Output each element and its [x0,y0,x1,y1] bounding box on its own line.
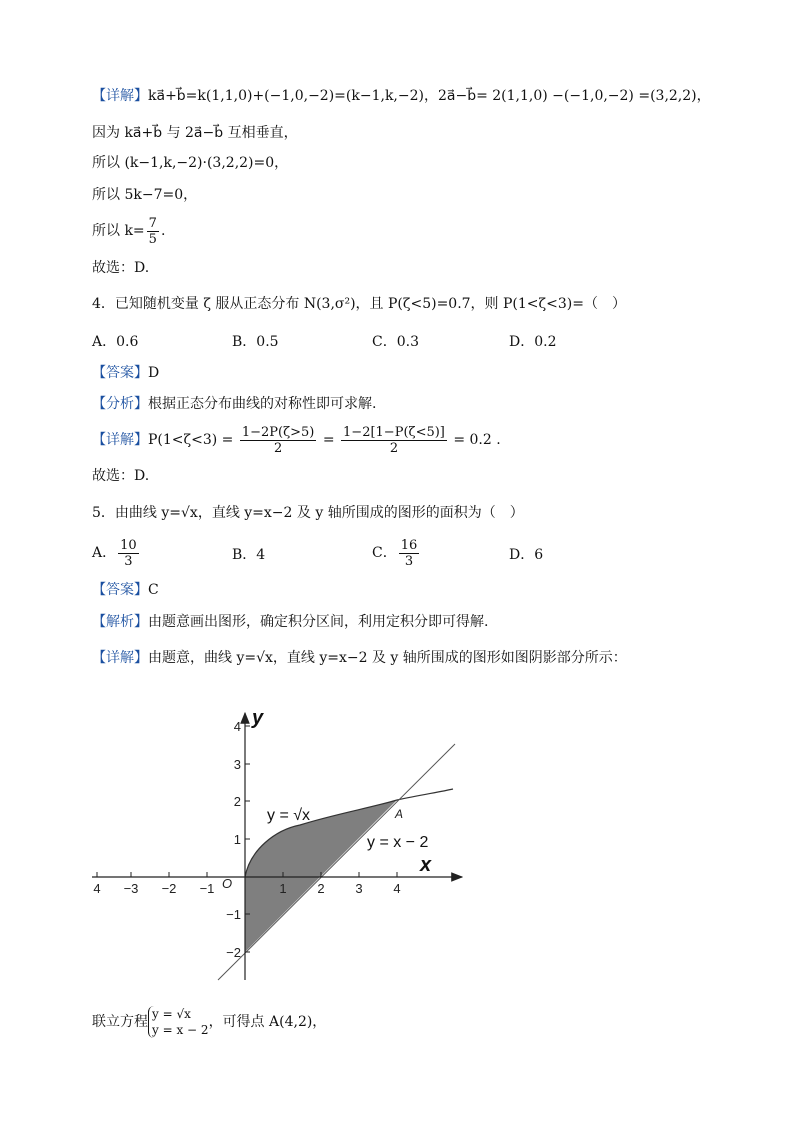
fraction-numerator: 7 [148,215,157,231]
x-tick-label: 2 [317,881,325,896]
x-tick-label: 4 [93,881,101,896]
analysis-tag: 【分析】 [92,396,148,412]
y-tick-label: 2 [233,794,241,809]
y-tick-label: 1 [233,832,241,847]
q4-choice-line: 故选：D. [92,468,150,484]
q4-option-c: C．0.3 [372,334,419,350]
fraction-denominator: 2 [389,440,399,456]
q3-result-prefix: 所以 k= [92,223,145,239]
q5-option-d: D．6 [509,547,544,563]
x-tick-label: 3 [355,881,363,896]
q4-detail-suffix: = 0.2 . [453,432,501,448]
q4-stem: 4．已知随机变量 ζ 服从正态分布 N(3,σ²)，且 P(ζ<5)=0.7，则 P(1<ζ<3)=（ ） [92,296,626,312]
q5-system-line [92,1002,326,1042]
q3-dot-product-line: 所以 (k−1,k,−2)·(3,2,2)=0， [92,155,289,171]
q5-stem: 5．由曲线 y=√x，直线 y=x−2 及 y 轴所围成的图形的面积为（ ） [92,505,524,521]
q4-option-d: D．0.2 [509,334,557,350]
x-tick-label: −3 [123,881,139,896]
fraction-denominator: 2 [273,440,283,456]
system-equation-1: y = √x [152,1007,191,1021]
detail-tag: 【详解】 [92,650,148,666]
y-tick-label: 3 [233,757,241,772]
answer-tag: 【答案】 [92,365,148,381]
q5-option-b: B．4 [232,547,266,563]
fraction-numerator: 1−2[1−P(ζ<5)] [343,424,445,440]
option-label: C． [372,545,397,561]
equals-sign: = [322,432,335,448]
q3-detail-text: ka⃗+b⃗=k(1,1,0)+(−1,0,−2)=(k−1,k,−2)，2a⃗−b⃗= 2(1,1,0) −(−1,0,−2) =(3,2,2)， [148,88,711,104]
curve-label: y = √x [267,807,311,824]
q3-equation-line: 所以 5k−7=0， [92,187,198,203]
x-tick-label: 4 [393,881,401,896]
q4-detail-prefix: P(1<ζ<3) = [148,432,234,448]
q3-choice-line: 故选：D. [92,260,150,276]
origin-label: O [222,876,233,891]
analysis-tag: 【解析】 [92,614,148,630]
line-label: y = x − 2 [367,834,429,851]
x-tick-label: −2 [161,881,177,896]
x-tick-label: 1 [279,881,287,896]
y-tick-label: −1 [226,907,241,922]
q4-answer: D [148,365,160,381]
detail-tag: 【详解】 [92,432,148,448]
detail-tag: 【详解】 [92,88,148,104]
q4-analysis: 根据正态分布曲线的对称性即可求解. [148,396,377,412]
q4-option-a: A．0.6 [92,334,139,350]
x-axis-label: x [420,854,432,876]
fraction-denominator: 3 [404,553,414,569]
point-a-label: A [395,807,404,821]
y-tick-label: 4 [233,719,241,734]
fraction-numerator: 10 [120,537,137,553]
y-tick-label: −2 [226,945,241,960]
fraction-numerator: 1−2P(ζ>5) [241,424,315,440]
q3-perpendicular-line: 因为 ka⃗+b⃗ 与 2a⃗−b⃗ 互相垂直， [92,125,298,141]
system-suffix: ，可得点 A(4,2)， [208,1014,327,1030]
q4-option-b: B．0.5 [232,334,279,350]
q5-detail: 由题意，曲线 y=√x，直线 y=x−2 及 y 轴所围成的图形如图阴影部分所示： [148,650,627,666]
equation-system [148,1006,209,1038]
fraction-denominator: 3 [124,553,133,569]
fraction-denominator: 5 [148,231,157,247]
x-tick-label: −1 [199,881,215,896]
system-prefix: 联立方程 [92,1014,148,1030]
q5-answer: C [148,582,159,598]
answer-tag: 【答案】 [92,582,148,598]
q5-analysis: 由题意画出图形，确定积分区间，利用定积分即可得解. [148,614,489,630]
option-label: A． [92,545,117,561]
y-axis-label: y [252,707,264,729]
fraction-numerator: 16 [400,537,418,553]
q3-result-suffix: . [160,223,166,239]
system-equation-2: y = x − 2 [152,1023,209,1037]
